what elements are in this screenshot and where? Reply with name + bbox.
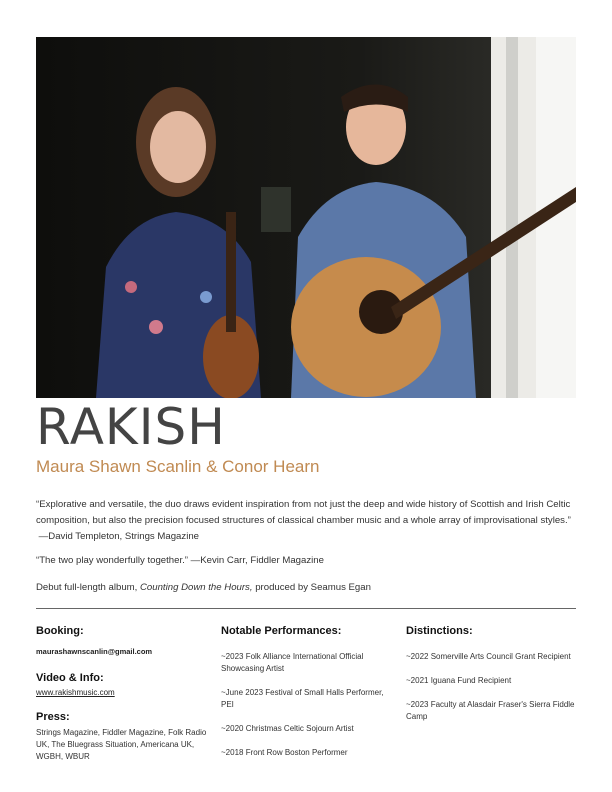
performance-item: ~2018 Front Row Boston Performer — [221, 748, 348, 757]
duo-photo-illustration — [36, 37, 576, 398]
website-link[interactable]: www.rakishmusic.com — [36, 688, 115, 697]
contact-column — [36, 625, 211, 763]
press-heading: Press: — [36, 711, 70, 723]
quote-strings-magazine: “Explorative and versatile, the duo draws evident inspiration from not just the deep and wide history of Scottish and Irish Celtic composition, but also the precision focused structures of classical chamber music and a whole array of improvisational styles.” —David Templeton, Strings Magazine — [36, 499, 571, 542]
video-info-heading: Video & Info: — [36, 672, 104, 684]
members-subtitle: Maura Shawn Scanlin & Conor Hearn — [36, 457, 320, 476]
press-list: Strings Magazine, Fiddler Magazine, Folk Radio UK, The Bluegrass Situation, Americana UK, WGBH, WBUR — [36, 728, 207, 761]
debut-prefix: Debut full-length album, — [36, 582, 140, 593]
booking-email-link[interactable]: maurashawnscanlin@gmail.com — [36, 647, 153, 656]
booking-heading: Booking: — [36, 625, 84, 637]
performance-item: ~June 2023 Festival of Small Halls Performer, PEI — [221, 688, 384, 709]
hero-photo — [36, 37, 576, 398]
distinctions-column — [406, 625, 581, 735]
performance-item: ~2023 Folk Alliance International Official Showcasing Artist — [221, 652, 364, 673]
band-name: RAKISH — [36, 398, 226, 456]
section-divider — [36, 608, 576, 609]
performances-column — [221, 625, 396, 771]
distinction-item: ~2021 Iguana Fund Recipient — [406, 676, 512, 685]
distinctions-heading: Distinctions: — [406, 625, 473, 637]
performances-heading: Notable Performances: — [221, 625, 342, 637]
distinction-item: ~2022 Somerville Arts Council Grant Recipient — [406, 652, 571, 661]
distinction-item: ~2023 Faculty at Alasdair Fraser's Sierra Fiddle Camp — [406, 700, 575, 721]
debut-suffix: produced by Seamus Egan — [252, 582, 371, 593]
debut-album-line — [36, 582, 371, 593]
performance-item: ~2020 Christmas Celtic Sojourn Artist — [221, 724, 354, 733]
album-title: Counting Down the Hours, — [140, 582, 253, 593]
quote-fiddler-magazine: “The two play wonderfully together.” —Kevin Carr, Fiddler Magazine — [36, 555, 324, 566]
